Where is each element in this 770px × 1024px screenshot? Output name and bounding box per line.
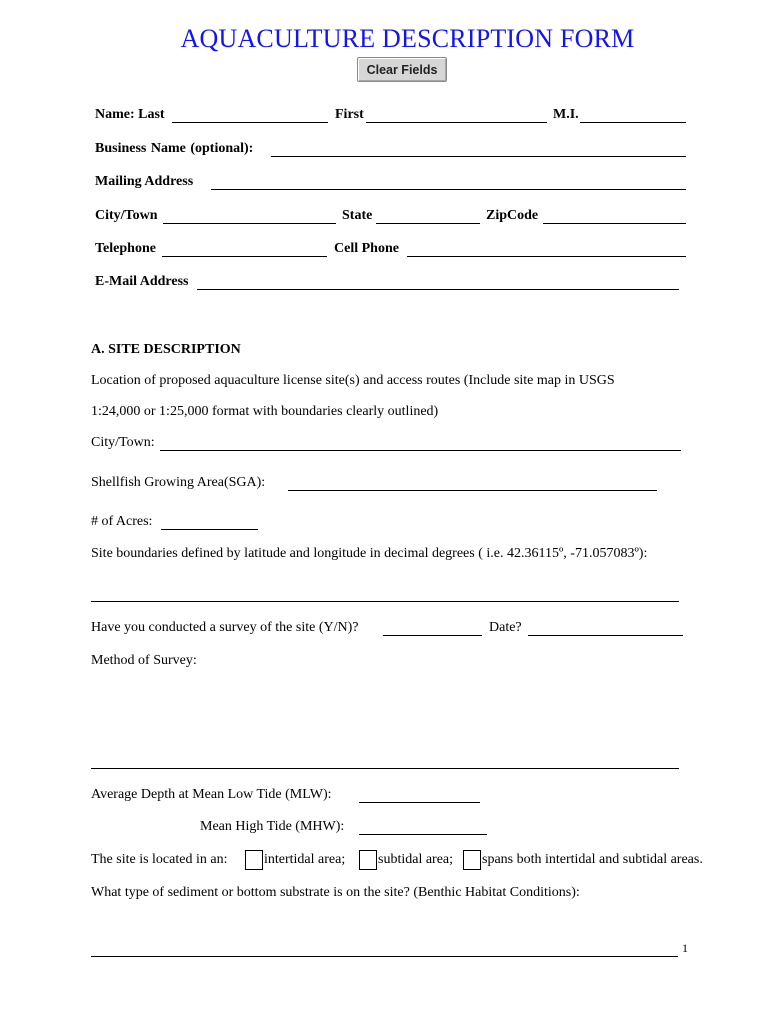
avg-depth-mlw-label: Average Depth at Mean Low Tide (MLW): [91,787,332,802]
acres-label: # of Acres: [91,514,153,529]
survey-date-label: Date? [489,620,522,635]
business-name-field[interactable] [271,156,686,157]
mi-field[interactable] [580,122,686,123]
city-town-field[interactable] [163,223,336,224]
survey-method-field[interactable] [91,768,679,769]
survey-question-label: Have you conducted a survey of the site (Y/N)? [91,620,359,635]
email-field[interactable] [197,289,679,290]
clear-fields-button[interactable]: Clear Fields [357,57,447,82]
telephone-field[interactable] [162,256,327,257]
sga-label: Shellfish Growing Area(SGA): [91,475,266,490]
first-name-field[interactable] [366,122,547,123]
sga-field[interactable] [288,490,657,491]
zipcode-field[interactable] [543,223,686,224]
form-title: AQUACULTURE DESCRIPTION FORM [180,24,635,53]
site-city-town-field[interactable] [160,450,681,451]
last-name-field[interactable] [172,122,328,123]
subtidal-label: subtidal area; [378,852,454,867]
business-name-label: Business Name (optional): [95,141,254,156]
sediment-field[interactable] [91,956,678,957]
boundaries-field[interactable] [91,601,679,602]
zipcode-label: ZipCode [486,208,539,223]
boundaries-label: Site boundaries defined by latitude and longitude in decimal degrees ( i.e. 42.36115º, -71.057083º): [91,546,648,561]
cell-phone-label: Cell Phone [334,241,399,256]
survey-answer-field[interactable] [383,635,482,636]
survey-date-field[interactable] [528,635,683,636]
mailing-address-field[interactable] [211,189,686,190]
state-field[interactable] [376,223,480,224]
cell-phone-field[interactable] [407,256,686,257]
name-last-label: Name: Last [95,107,165,122]
subtidal-checkbox[interactable] [359,850,377,870]
intertidal-checkbox[interactable] [245,850,263,870]
mean-high-tide-label: Mean High Tide (MHW): [200,819,345,834]
sediment-label: What type of sediment or bottom substrate is on the site? (Benthic Habitat Conditions): [91,885,580,900]
location-instructions-line1: Location of proposed aquaculture license site(s) and access routes (Include site map in USGS [91,373,615,388]
spans-both-checkbox[interactable] [463,850,481,870]
mi-label: M.I. [553,107,579,122]
email-label: E-Mail Address [95,274,189,289]
site-description-heading: A. SITE DESCRIPTION [91,342,241,357]
mailing-address-label: Mailing Address [95,174,194,189]
telephone-label: Telephone [95,241,156,256]
survey-method-label: Method of Survey: [91,653,197,668]
city-town-label: City/Town [95,208,158,223]
intertidal-label: intertidal area; [264,852,346,867]
mean-high-tide-field[interactable] [359,834,487,835]
state-label: State [342,208,373,223]
acres-field[interactable] [161,529,258,530]
first-name-label: First [335,107,364,122]
spans-both-label: spans both intertidal and subtidal areas. [482,852,703,867]
location-instructions-line2: 1:24,000 or 1:25,000 format with boundaries clearly outlined) [91,404,439,419]
page-number: 1 [682,941,688,955]
site-city-town-label: City/Town: [91,435,155,450]
avg-depth-mlw-field[interactable] [359,802,480,803]
site-location-type-label: The site is located in an: [91,852,228,867]
